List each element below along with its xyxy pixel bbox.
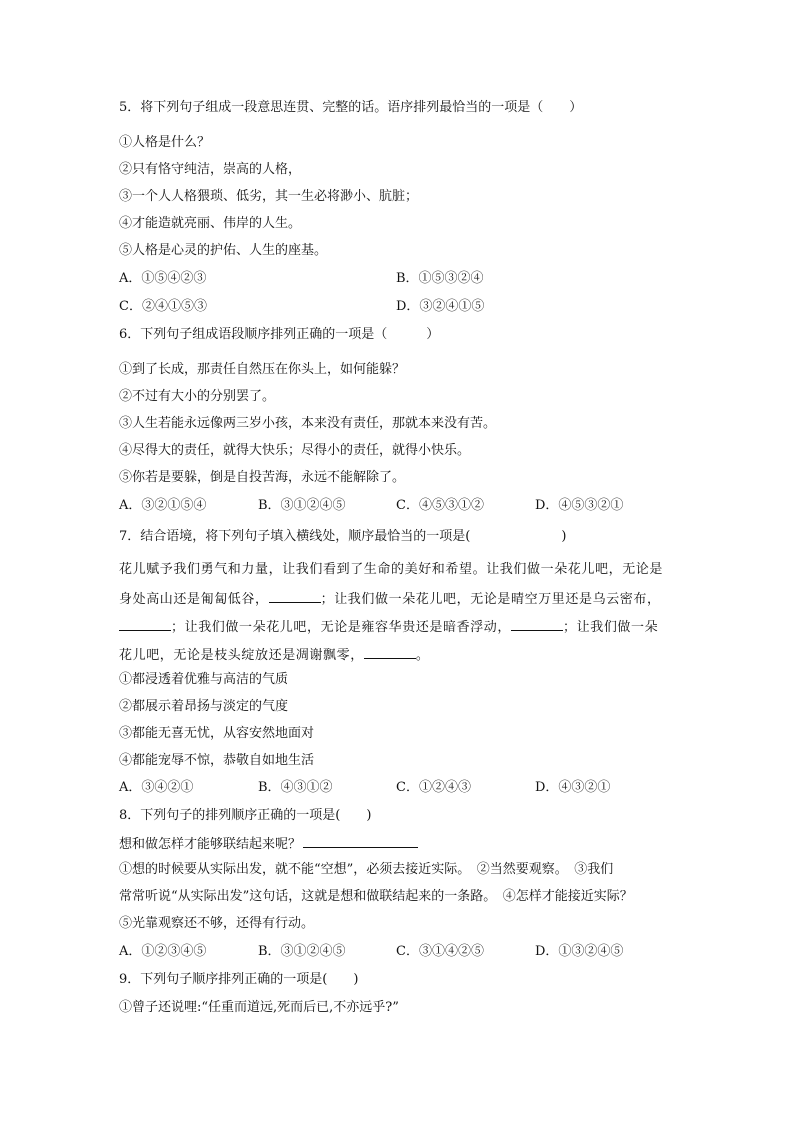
question-8-option-d: D．①③②④⑤ [535, 944, 624, 959]
question-7-option-a: A．③④②① [119, 780, 194, 795]
question-6-stem: 6．下列句子组成语段顺序排列正确的一项是（ ） [119, 327, 440, 342]
question-7-item-2: ②都展示着昂扬与淡定的气度 [119, 699, 289, 714]
question-7-option-b: B．④③①② [258, 780, 333, 795]
question-7-item-4: ④都能宠辱不惊，恭敬自如地生活 [119, 753, 315, 768]
question-6-option-d: D．④⑤③②① [535, 498, 624, 513]
question-8-stem: 8．下列句子的排列顺序正确的一项是( ) [119, 808, 372, 823]
question-5-option-d: D．③②④①⑤ [396, 299, 485, 314]
question-5-item-2: ②只有恪守纯洁，崇高的人格， [119, 162, 302, 177]
passage-text: ；让我们做一朵 [563, 620, 659, 635]
question-5-stem: 5．将下列句子组成一段意思连贯、完整的话。语序排列最恰当的一项是（ ） [119, 100, 583, 115]
question-7-option-d: D．④③②① [535, 780, 611, 795]
question-5-option-b: B．①⑤③②④ [396, 271, 484, 286]
question-6-option-c: C．④⑤③①② [396, 498, 484, 513]
question-5-item-5: ⑤人格是心灵的护佑、人生的座基。 [119, 243, 328, 258]
answer-blank-2[interactable] [119, 617, 171, 631]
question-8-option-a: A．①②③④⑤ [119, 944, 207, 959]
question-6-item-3: ③人生若能永远像两三岁小孩，本来没有责任，那就本来没有苦。 [119, 416, 497, 431]
question-5-option-c: C．②④①⑤③ [119, 299, 207, 314]
question-9-item-1: ①曾子还说哩:“任重而道远,死而后已,不亦远乎?” [119, 1000, 399, 1015]
question-8-lead: 想和做怎样才能够联结起来呢？ [119, 837, 302, 852]
question-8-items-line-2: 常常听说“从实际出发”这句话，这就是想和做联结起来的一条路。 ④怎样才能接近实际？ [119, 889, 633, 904]
question-7-stem: 7．结合语境，将下列句子填入横线处，顺序最恰当的一项是( ) [119, 529, 567, 544]
passage-text: ；让我们做一朵花儿吧，无论是晴空万里还是乌云密布， [320, 592, 661, 607]
question-9-stem: 9．下列句子顺序排列正确的一项是( ) [119, 972, 359, 987]
passage-text: ；让我们做一朵花儿吧，无论是雍容华贵还是暗香浮动， [171, 620, 512, 635]
question-6-option-a: A．③②①⑤④ [119, 498, 207, 513]
question-8-items-line-1: ①想的时候要从实际出发，就不能“空想”，必须去接近实际。 ②当然要观察。 ③我们 [119, 862, 614, 877]
question-7-option-c: C．①②④③ [396, 780, 471, 795]
passage-text: 身处高山还是匍匐低谷， [119, 592, 269, 607]
answer-blank[interactable] [303, 834, 418, 848]
question-6-item-5: ⑤你若是要躲，倒是自投苦海，永远不能解除了。 [119, 470, 406, 485]
question-5-item-3: ③一个人人格猥琐、低劣，其一生必将渺小、肮脏； [119, 189, 419, 204]
question-7-passage-line-4 [119, 645, 429, 665]
question-8-lead-line [119, 834, 418, 854]
question-7-passage-line-1 [119, 561, 663, 579]
passage-text: 。 [415, 648, 430, 663]
answer-blank-4[interactable] [364, 645, 416, 659]
question-8-option-b: B．③①②④⑤ [258, 944, 346, 959]
question-8-items-line-3: ⑤光靠观察还不够，还得有行动。 [119, 916, 315, 931]
question-7-passage-line-2 [119, 589, 661, 609]
question-6-item-2: ②不过有大小的分别罢了。 [119, 389, 276, 404]
answer-blank-3[interactable] [511, 617, 563, 631]
passage-text: 花儿吧，无论是枝头绽放还是凋谢飘零， [119, 648, 364, 663]
question-5-option-a: A．①⑤④②③ [119, 271, 207, 286]
question-6-item-1: ①到了长成，那责任自然压在你头上，如何能躲？ [119, 362, 406, 377]
question-7-item-1: ①都浸透着优雅与高洁的气质 [119, 672, 289, 687]
question-7-passage-line-3 [119, 617, 658, 637]
question-6-option-b: B．③①②④⑤ [258, 498, 346, 513]
passage-text: 花儿赋予我们勇气和力量，让我们看到了生命的美好和希望。让我们做一朵花儿吧，无论是 [119, 562, 664, 577]
question-8-option-c: C．③①④②⑤ [396, 944, 484, 959]
question-7-item-3: ③都能无喜无忧，从容安然地面对 [119, 726, 315, 741]
question-5-item-4: ④才能造就亮丽、伟岸的人生。 [119, 216, 302, 231]
question-6-item-4: ④尽得大的责任，就得大快乐；尽得小的责任，就得小快乐。 [119, 443, 471, 458]
answer-blank-1[interactable] [269, 589, 321, 603]
question-5-item-1: ①人格是什么？ [119, 135, 211, 150]
